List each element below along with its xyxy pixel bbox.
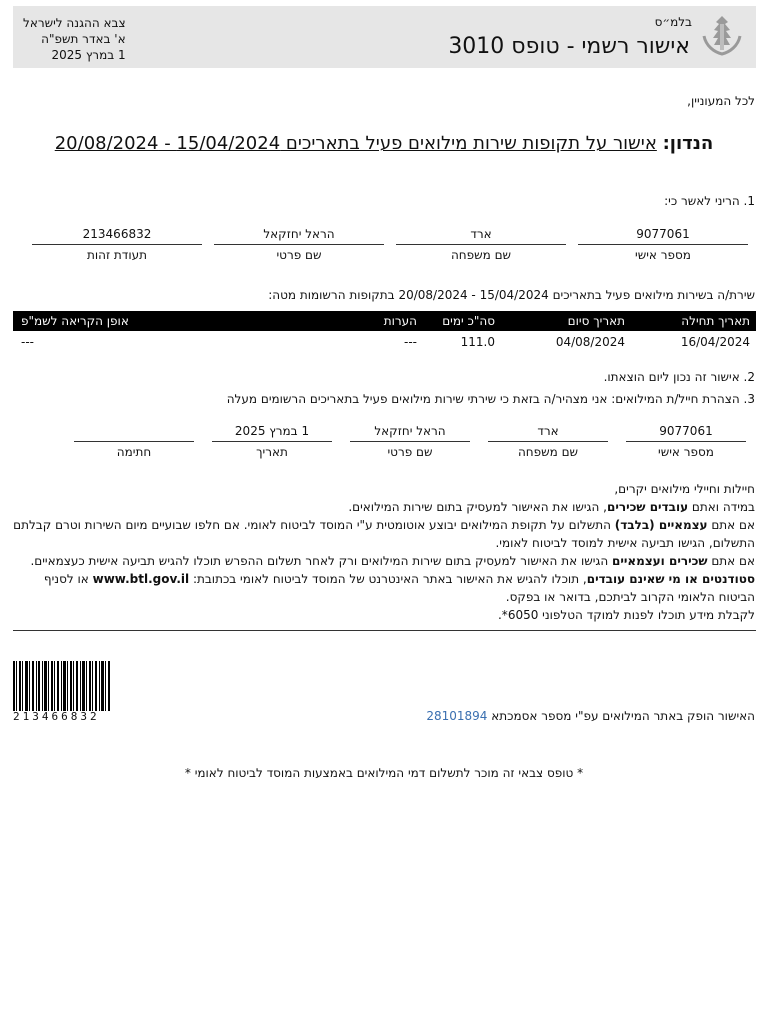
info-text: אם אתם bbox=[707, 518, 755, 532]
classification-label: בלמ״ס bbox=[654, 15, 692, 29]
form-header bbox=[13, 6, 756, 68]
declaration-3: 3. הצהרת חייל/ת המילואים: אני מצהיר/ה בזאת כי שירתי שירות מילואים פעיל בתאריכים הרשומים מעלה bbox=[226, 392, 755, 406]
info-self-employed bbox=[13, 516, 755, 552]
signature-field bbox=[74, 424, 194, 459]
info-emphasis: סטודנטים או מי שאינם עובדים bbox=[586, 572, 755, 586]
info-phone: לקבלת מידע תוכלו לפנות למוקד הטלפוני 6050*. bbox=[497, 608, 755, 622]
last-name-field bbox=[396, 227, 566, 262]
divider bbox=[13, 630, 756, 631]
sig-last-name-label: שם משפחה bbox=[517, 445, 579, 459]
info-emphasis: עובדים שכירים bbox=[606, 500, 689, 514]
signature-value bbox=[74, 424, 194, 442]
salutation: לכל המעוניין, bbox=[687, 94, 755, 108]
info-employees bbox=[13, 498, 755, 516]
reservist-info-block bbox=[13, 480, 755, 624]
table-header-row bbox=[13, 311, 756, 331]
barcode-icon bbox=[13, 661, 111, 711]
header-call-method: אופן הקריאה לשמ"פ bbox=[21, 314, 129, 328]
issuance-note bbox=[426, 709, 755, 723]
declaration-2: 2. אישור זה נכון ליום הוצאתו. bbox=[603, 370, 755, 384]
header-date-block bbox=[23, 15, 126, 63]
reference-number-link[interactable]: 28101894 bbox=[426, 709, 488, 723]
info-text: התשלום על תקופת המילואים יבוצע אוטומטית ע"י המוסד לביטוח לאומי. אם חלפו שבועיים מיום השירות וטרם קבלתם התשלום, הגישו תביעה אישית למוסד לביטוח לאומי. bbox=[13, 518, 755, 550]
sig-date-label: תאריך bbox=[256, 445, 288, 459]
subject-label: הנדון: bbox=[662, 133, 714, 154]
barcode-number: 213466832 bbox=[13, 710, 100, 723]
sig-personal-number-label: מספר אישי bbox=[658, 445, 714, 459]
sig-first-name-label: שם פרטי bbox=[387, 445, 433, 459]
signature-label: חתימה bbox=[116, 445, 152, 459]
first-name-label: שם פרטי bbox=[276, 248, 322, 262]
cell-call-method: --- bbox=[21, 335, 34, 349]
first-name-value: הראל יחזקאל bbox=[214, 227, 384, 245]
hebrew-date: א' באדר תשפ"ה bbox=[41, 32, 126, 46]
personal-number-label: מספר אישי bbox=[635, 248, 691, 262]
cell-end-date: 04/08/2024 bbox=[555, 335, 625, 349]
form-title: אישור רשמי - טופס 3010 bbox=[448, 34, 690, 59]
sig-first-name-field bbox=[350, 424, 470, 459]
cell-total-days: 111.0 bbox=[460, 335, 495, 349]
cell-start-date: 16/04/2024 bbox=[680, 335, 750, 349]
declaration-1: 1. הריני לאשר כי: bbox=[664, 194, 755, 208]
sig-personal-number-field bbox=[626, 424, 746, 459]
table-row bbox=[13, 331, 756, 353]
first-name-field bbox=[214, 227, 384, 262]
sig-date-value: 1 במרץ 2025 bbox=[212, 424, 332, 442]
info-text: אם אתם bbox=[707, 554, 755, 568]
service-periods-table bbox=[13, 311, 756, 353]
last-name-label: שם משפחה bbox=[450, 248, 512, 262]
id-number-value: 213466832 bbox=[32, 227, 202, 245]
footer-note: * טופס צבאי זה מוכר לתשלום דמי המילואים באמצעות המוסד לביטוח לאומי * bbox=[184, 766, 584, 780]
header-notes: הערות bbox=[383, 314, 417, 328]
info-students bbox=[13, 570, 755, 606]
info-emphasis: שכירים ועצמאיים bbox=[612, 554, 708, 568]
info-greeting: חיילות וחיילי מילואים יקרים, bbox=[614, 482, 755, 496]
btl-website-link[interactable]: www.btl.gov.il bbox=[92, 572, 190, 586]
sig-last-name-field bbox=[488, 424, 608, 459]
sig-date-field bbox=[212, 424, 332, 459]
sig-first-name-value: הראל יחזקאל bbox=[350, 424, 470, 442]
info-text: , תוכלו להגיש את האישור באתר האינטרנט של המוסד לביטוח לאומי בכתובת: bbox=[189, 572, 587, 586]
organization-name: צבא ההגנה לישראל bbox=[23, 16, 126, 30]
info-text: או לסניף הביטוח הלאומי הקרוב לביתכם, בדואר או בפקס. bbox=[43, 572, 755, 604]
person-details-row bbox=[32, 227, 748, 262]
subject-text: אישור על תקופות שירות מילואים פעיל בתאריכים 15/04/2024 - 20/08/2024 bbox=[54, 133, 657, 154]
issuance-text: האישור הופק באתר המילואים עפ"י מספר אסמכתא bbox=[487, 709, 755, 723]
personal-number-value: 9077061 bbox=[578, 227, 748, 245]
cell-notes: --- bbox=[404, 335, 417, 349]
sig-last-name-value: ארד bbox=[488, 424, 608, 442]
last-name-value: ארד bbox=[396, 227, 566, 245]
header-start-date: תאריך תחילה bbox=[681, 314, 750, 328]
signature-details-row bbox=[74, 424, 746, 459]
header-end-date: תאריך סיום bbox=[567, 314, 625, 328]
info-both bbox=[13, 552, 755, 570]
service-period-statement: שירת/ה בשירות מילואים פעיל בתאריכים 15/04/2024 - 20/08/2024 בתקופות הרשומות מטה: bbox=[268, 288, 755, 302]
idf-emblem-icon bbox=[698, 14, 746, 58]
header-total-days: סה"כ ימים bbox=[442, 314, 495, 328]
id-number-field bbox=[32, 227, 202, 262]
info-emphasis: עצמאיים (בלבד) bbox=[614, 518, 708, 532]
sig-personal-number-value: 9077061 bbox=[626, 424, 746, 442]
personal-number-field bbox=[578, 227, 748, 262]
subject-line bbox=[13, 133, 755, 154]
gregorian-date: 1 במרץ 2025 bbox=[51, 48, 126, 62]
info-text: במידה ואתם bbox=[688, 500, 755, 514]
info-text: הגישו את האישור למעסיק בתום שירות המילואים ורק לאחר תשלום ההפרש תוכלו להגיש תביעה אישית כעצמאיים. bbox=[30, 554, 612, 568]
info-text: , הגישו את האישור למעסיק בתום שירות המילואים. bbox=[348, 500, 607, 514]
id-number-label: תעודת זהות bbox=[86, 248, 148, 262]
